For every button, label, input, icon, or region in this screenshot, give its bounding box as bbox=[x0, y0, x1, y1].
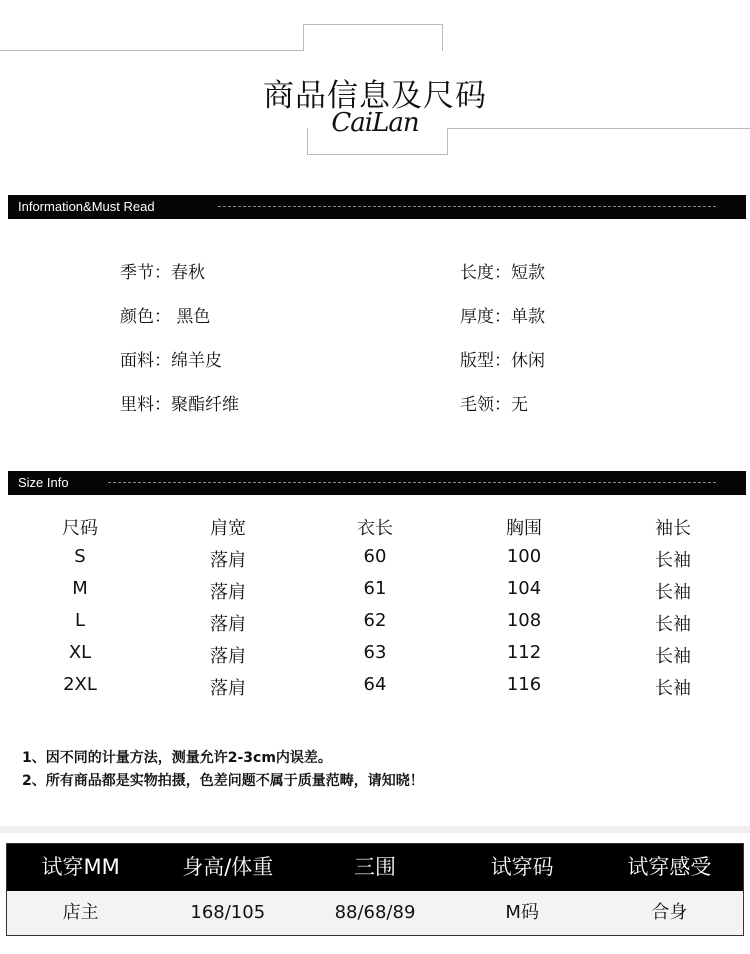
size-cell: 108 bbox=[506, 610, 542, 631]
try-on-data-row bbox=[7, 891, 743, 935]
info-item bbox=[460, 346, 545, 371]
info-item-label: 颜色： bbox=[120, 307, 171, 327]
size-header-cell: 袖长 bbox=[655, 518, 691, 539]
size-section-bar bbox=[8, 471, 746, 495]
try-on-cell: M码 bbox=[505, 902, 539, 923]
size-cell: 112 bbox=[506, 642, 542, 663]
info-item bbox=[120, 258, 205, 283]
info-item bbox=[120, 390, 239, 415]
info-item bbox=[460, 258, 545, 283]
try-on-table bbox=[6, 843, 744, 936]
info-item-value: 春秋 bbox=[171, 263, 205, 283]
table-row bbox=[0, 642, 750, 674]
info-item bbox=[460, 302, 545, 327]
note-2: 2、所有商品都是实物拍摄，色差问题不属于质量范畴，请知晓！ bbox=[22, 773, 424, 789]
header-line-bottom-mid bbox=[307, 154, 448, 155]
size-cell: 61 bbox=[363, 578, 387, 599]
size-section-label: Size Info bbox=[18, 475, 69, 490]
brand-script-logo: CaiLan bbox=[331, 108, 419, 138]
header-line-top-vertical-left bbox=[303, 24, 304, 51]
table-row bbox=[0, 610, 750, 642]
try-on-header-cell: 身高/体重 bbox=[182, 855, 274, 879]
info-section-dash bbox=[218, 206, 716, 207]
size-cell: 2XL bbox=[63, 674, 97, 695]
size-cell: M bbox=[72, 578, 88, 599]
try-on-header-cell: 三围 bbox=[353, 855, 396, 879]
info-item bbox=[460, 390, 528, 415]
size-section-dash bbox=[108, 482, 716, 483]
info-item bbox=[120, 346, 222, 371]
size-header-cell: 胸围 bbox=[506, 518, 542, 539]
size-cell: 长袖 bbox=[655, 646, 691, 667]
page-title: 商品信息及尺码 bbox=[263, 78, 487, 114]
header-line-top-mid bbox=[303, 24, 442, 25]
size-header-cell: 肩宽 bbox=[210, 518, 246, 539]
size-cell: 落肩 bbox=[210, 550, 246, 571]
table-row bbox=[0, 578, 750, 610]
size-cell: 116 bbox=[506, 674, 542, 695]
size-header-cell: 尺码 bbox=[62, 518, 98, 539]
size-cell: 64 bbox=[363, 674, 387, 695]
size-cell: 落肩 bbox=[210, 678, 246, 699]
info-item-value: 休闲 bbox=[511, 351, 545, 371]
info-item-value: 单款 bbox=[511, 307, 545, 327]
try-on-header-cell: 试穿码 bbox=[490, 855, 554, 879]
info-item-value: 短款 bbox=[511, 263, 545, 283]
note-1: 1、因不同的计量方法，测量允许2-3cm内误差。 bbox=[22, 750, 332, 766]
size-cell: 60 bbox=[363, 546, 387, 567]
size-cell: XL bbox=[68, 642, 92, 663]
info-item-label: 毛领： bbox=[460, 395, 511, 415]
try-on-header-row bbox=[7, 844, 743, 891]
size-cell: 63 bbox=[363, 642, 387, 663]
size-cell: S bbox=[74, 546, 86, 567]
size-cell: 100 bbox=[506, 546, 542, 567]
info-item-value: 黑色 bbox=[171, 307, 211, 327]
info-section-label: Information&Must Read bbox=[18, 199, 155, 214]
table-row bbox=[0, 546, 750, 578]
try-on-cell: 168/105 bbox=[190, 902, 266, 923]
size-cell: L bbox=[74, 610, 86, 631]
try-on-header-cell: 试穿感受 bbox=[627, 855, 712, 879]
info-item-value: 无 bbox=[511, 395, 528, 415]
info-item-label: 长度： bbox=[460, 263, 511, 283]
info-item-label: 厚度： bbox=[460, 307, 511, 327]
size-cell: 长袖 bbox=[655, 582, 691, 603]
try-on-cell: 店主 bbox=[62, 902, 99, 923]
size-cell: 长袖 bbox=[655, 550, 691, 571]
size-table-header bbox=[0, 514, 750, 546]
size-header-cell: 衣长 bbox=[357, 518, 393, 539]
header-line-top-vertical-right bbox=[442, 24, 443, 51]
size-cell: 长袖 bbox=[655, 678, 691, 699]
info-item bbox=[120, 302, 210, 327]
info-item-label: 面料： bbox=[120, 351, 171, 371]
info-section-bar bbox=[8, 195, 746, 219]
size-cell: 落肩 bbox=[210, 614, 246, 635]
try-on-cell: 合身 bbox=[651, 902, 688, 923]
section-divider-band bbox=[0, 826, 750, 833]
try-on-cell: 88/68/89 bbox=[334, 902, 416, 923]
info-item-label: 季节： bbox=[120, 263, 171, 283]
info-item-label: 版型： bbox=[460, 351, 511, 371]
table-row bbox=[0, 674, 750, 706]
info-item-label: 里料： bbox=[120, 395, 171, 415]
info-item-value: 绵羊皮 bbox=[171, 351, 222, 371]
size-cell: 62 bbox=[363, 610, 387, 631]
info-item-value: 聚酯纤维 bbox=[171, 395, 239, 415]
size-cell: 落肩 bbox=[210, 582, 246, 603]
size-cell: 104 bbox=[506, 578, 542, 599]
try-on-header-cell: 试穿MM bbox=[41, 855, 120, 879]
header-line-top-left bbox=[0, 50, 303, 51]
size-cell: 落肩 bbox=[210, 646, 246, 667]
size-cell: 长袖 bbox=[655, 614, 691, 635]
